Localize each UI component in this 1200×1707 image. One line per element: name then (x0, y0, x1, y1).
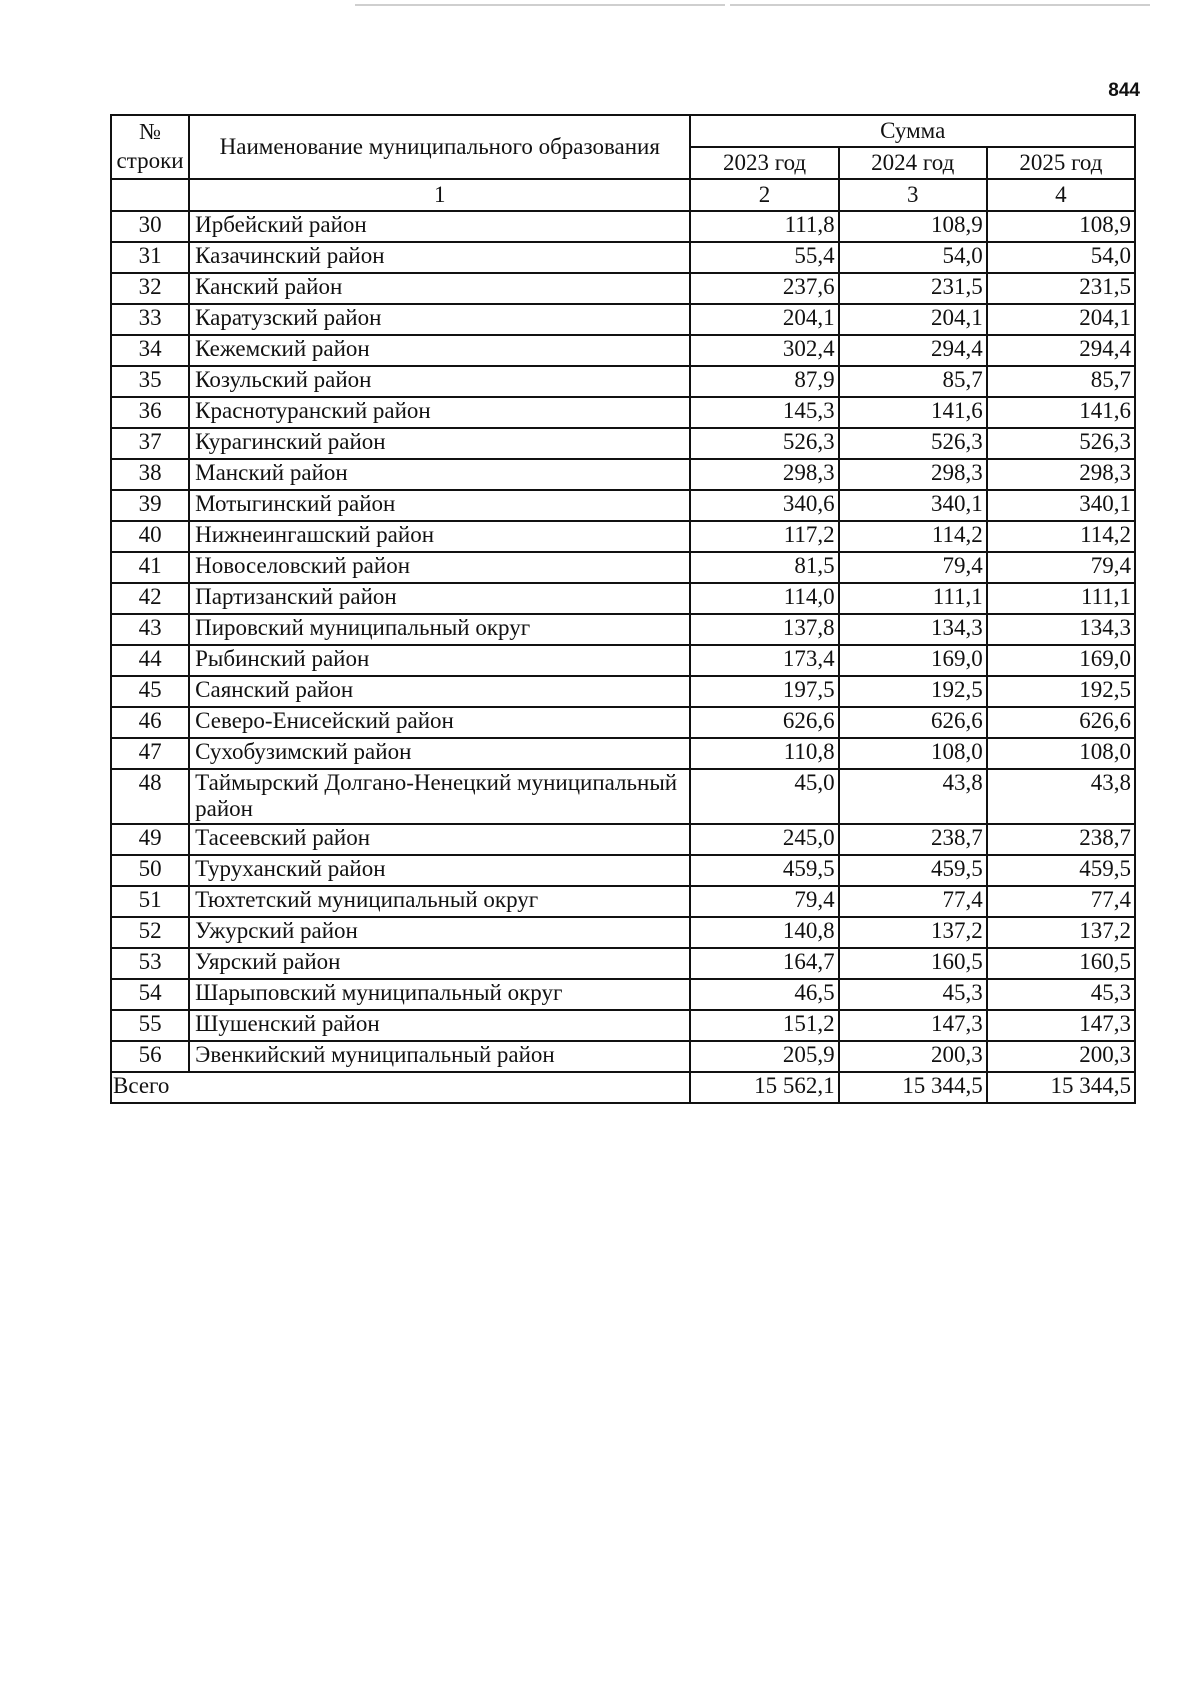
row-number: 47 (111, 738, 189, 769)
amount-2023: 197,5 (690, 676, 838, 707)
amount-2025: 160,5 (987, 948, 1135, 979)
row-number: 34 (111, 335, 189, 366)
row-number: 49 (111, 824, 189, 855)
row-number: 38 (111, 459, 189, 490)
header-row-number: № строки (111, 115, 189, 179)
municipality-name: Тасеевский район (189, 824, 690, 855)
amount-2025: 340,1 (987, 490, 1135, 521)
table-row (111, 583, 1135, 614)
municipality-name: Саянский район (189, 676, 690, 707)
municipality-name: Новоселовский район (189, 552, 690, 583)
amount-2025: 526,3 (987, 428, 1135, 459)
row-number: 44 (111, 645, 189, 676)
amount-2025: 169,0 (987, 645, 1135, 676)
amount-2025: 626,6 (987, 707, 1135, 738)
amount-2023: 140,8 (690, 917, 838, 948)
amount-2024: 141,6 (839, 397, 987, 428)
amount-2024: 77,4 (839, 886, 987, 917)
total-row (111, 1072, 1135, 1103)
amount-2025: 298,3 (987, 459, 1135, 490)
amount-2024: 231,5 (839, 273, 987, 304)
row-number: 42 (111, 583, 189, 614)
municipality-name: Казачинский район (189, 242, 690, 273)
municipality-name: Тюхтетский муниципальный округ (189, 886, 690, 917)
amount-2025: 85,7 (987, 366, 1135, 397)
row-number: 56 (111, 1041, 189, 1072)
budget-table (110, 114, 1136, 1104)
table-row (111, 459, 1135, 490)
total-2025: 15 344,5 (987, 1072, 1135, 1103)
amount-2023: 145,3 (690, 397, 838, 428)
amount-2024: 192,5 (839, 676, 987, 707)
municipality-name: Эвенкийский муниципальный район (189, 1041, 690, 1072)
table-row (111, 304, 1135, 335)
header-municipality-name: Наименование муниципального образования (189, 115, 690, 179)
header-row (111, 115, 1135, 147)
amount-2025: 77,4 (987, 886, 1135, 917)
municipality-name: Северо-Енисейский район (189, 707, 690, 738)
amount-2024: 43,8 (839, 769, 987, 824)
top-scan-rule (355, 4, 725, 6)
row-number: 33 (111, 304, 189, 335)
table-row (111, 886, 1135, 917)
amount-2023: 340,6 (690, 490, 838, 521)
amount-2025: 79,4 (987, 552, 1135, 583)
column-number-4: 4 (987, 179, 1135, 211)
amount-2023: 79,4 (690, 886, 838, 917)
column-number-1: 1 (189, 179, 690, 211)
amount-2025: 238,7 (987, 824, 1135, 855)
row-number: 51 (111, 886, 189, 917)
amount-2024: 85,7 (839, 366, 987, 397)
table-row (111, 707, 1135, 738)
row-number: 50 (111, 855, 189, 886)
amount-2025: 111,1 (987, 583, 1135, 614)
amount-2024: 626,6 (839, 707, 987, 738)
row-number: 37 (111, 428, 189, 459)
amount-2023: 114,0 (690, 583, 838, 614)
amount-2025: 54,0 (987, 242, 1135, 273)
table-row (111, 1041, 1135, 1072)
municipality-name: Кежемский район (189, 335, 690, 366)
page-number: 844 (1108, 80, 1140, 101)
table-row (111, 521, 1135, 552)
table-row (111, 397, 1135, 428)
amount-2024: 238,7 (839, 824, 987, 855)
column-number-empty (111, 179, 189, 211)
amount-2025: 192,5 (987, 676, 1135, 707)
amount-2023: 46,5 (690, 979, 838, 1010)
column-number-2: 2 (690, 179, 838, 211)
amount-2024: 79,4 (839, 552, 987, 583)
table-row (111, 645, 1135, 676)
municipality-name: Шушенский район (189, 1010, 690, 1041)
amount-2023: 81,5 (690, 552, 838, 583)
row-number: 52 (111, 917, 189, 948)
amount-2023: 55,4 (690, 242, 838, 273)
table-row (111, 273, 1135, 304)
municipality-name: Туруханский район (189, 855, 690, 886)
amount-2023: 151,2 (690, 1010, 838, 1041)
amount-2023: 45,0 (690, 769, 838, 824)
table-row (111, 211, 1135, 242)
column-number-3: 3 (839, 179, 987, 211)
amount-2023: 137,8 (690, 614, 838, 645)
table-row (111, 428, 1135, 459)
municipality-name: Сухобузимский район (189, 738, 690, 769)
amount-2025: 114,2 (987, 521, 1135, 552)
table-row (111, 1010, 1135, 1041)
amount-2025: 147,3 (987, 1010, 1135, 1041)
amount-2025: 137,2 (987, 917, 1135, 948)
amount-2024: 526,3 (839, 428, 987, 459)
amount-2024: 45,3 (839, 979, 987, 1010)
amount-2023: 87,9 (690, 366, 838, 397)
municipality-name: Краснотуранский район (189, 397, 690, 428)
amount-2024: 108,0 (839, 738, 987, 769)
amount-2025: 141,6 (987, 397, 1135, 428)
amount-2025: 294,4 (987, 335, 1135, 366)
total-2024: 15 344,5 (839, 1072, 987, 1103)
municipality-name: Уярский район (189, 948, 690, 979)
municipality-name: Канский район (189, 273, 690, 304)
municipality-name: Козульский район (189, 366, 690, 397)
municipality-name: Ирбейский район (189, 211, 690, 242)
amount-2023: 111,8 (690, 211, 838, 242)
amount-2024: 200,3 (839, 1041, 987, 1072)
amount-2024: 298,3 (839, 459, 987, 490)
row-number: 54 (111, 979, 189, 1010)
amount-2024: 54,0 (839, 242, 987, 273)
municipality-name: Ужурский район (189, 917, 690, 948)
amount-2024: 108,9 (839, 211, 987, 242)
total-label: Всего (111, 1072, 690, 1103)
amount-2023: 204,1 (690, 304, 838, 335)
row-number: 55 (111, 1010, 189, 1041)
amount-2023: 110,8 (690, 738, 838, 769)
row-number: 35 (111, 366, 189, 397)
table-row (111, 948, 1135, 979)
amount-2024: 169,0 (839, 645, 987, 676)
row-number: 41 (111, 552, 189, 583)
header-year-2023: 2023 год (690, 147, 838, 179)
amount-2023: 245,0 (690, 824, 838, 855)
amount-2024: 459,5 (839, 855, 987, 886)
amount-2024: 114,2 (839, 521, 987, 552)
municipality-name: Курагинский район (189, 428, 690, 459)
amount-2024: 137,2 (839, 917, 987, 948)
municipality-name: Мотыгинский район (189, 490, 690, 521)
amount-2023: 459,5 (690, 855, 838, 886)
header-year-2025: 2025 год (987, 147, 1135, 179)
amount-2025: 134,3 (987, 614, 1135, 645)
table-row (111, 242, 1135, 273)
amount-2024: 294,4 (839, 335, 987, 366)
amount-2025: 459,5 (987, 855, 1135, 886)
row-number: 36 (111, 397, 189, 428)
amount-2024: 340,1 (839, 490, 987, 521)
amount-2025: 108,0 (987, 738, 1135, 769)
top-scan-rule (730, 4, 1150, 6)
table-row (111, 979, 1135, 1010)
table-row (111, 738, 1135, 769)
amount-2023: 205,9 (690, 1041, 838, 1072)
table-row (111, 769, 1135, 824)
row-number: 30 (111, 211, 189, 242)
amount-2023: 302,4 (690, 335, 838, 366)
row-number: 39 (111, 490, 189, 521)
total-2023: 15 562,1 (690, 1072, 838, 1103)
row-number: 46 (111, 707, 189, 738)
municipality-name: Каратузский район (189, 304, 690, 335)
table-row (111, 824, 1135, 855)
municipality-name: Рыбинский район (189, 645, 690, 676)
amount-2023: 173,4 (690, 645, 838, 676)
amount-2023: 626,6 (690, 707, 838, 738)
row-number: 53 (111, 948, 189, 979)
amount-2024: 147,3 (839, 1010, 987, 1041)
table-row (111, 676, 1135, 707)
table-row (111, 335, 1135, 366)
table-row (111, 490, 1135, 521)
amount-2023: 237,6 (690, 273, 838, 304)
amount-2024: 204,1 (839, 304, 987, 335)
municipality-name: Нижнеингашский район (189, 521, 690, 552)
amount-2025: 108,9 (987, 211, 1135, 242)
row-number: 32 (111, 273, 189, 304)
municipality-name: Шарыповский муниципальный округ (189, 979, 690, 1010)
amount-2023: 164,7 (690, 948, 838, 979)
header-year-2024: 2024 год (839, 147, 987, 179)
amount-2023: 298,3 (690, 459, 838, 490)
amount-2025: 231,5 (987, 273, 1135, 304)
amount-2023: 526,3 (690, 428, 838, 459)
header-sum: Сумма (690, 115, 1135, 147)
amount-2025: 45,3 (987, 979, 1135, 1010)
amount-2024: 134,3 (839, 614, 987, 645)
amount-2024: 160,5 (839, 948, 987, 979)
municipality-name: Партизанский район (189, 583, 690, 614)
row-number: 45 (111, 676, 189, 707)
amount-2025: 200,3 (987, 1041, 1135, 1072)
table-row (111, 855, 1135, 886)
table-row (111, 552, 1135, 583)
municipality-name: Таймырский Долгано-Ненецкий муниципальный район (189, 769, 690, 824)
row-number: 43 (111, 614, 189, 645)
row-number: 40 (111, 521, 189, 552)
municipality-name: Пировский муниципальный округ (189, 614, 690, 645)
amount-2024: 111,1 (839, 583, 987, 614)
row-number: 31 (111, 242, 189, 273)
amount-2023: 117,2 (690, 521, 838, 552)
amount-2025: 43,8 (987, 769, 1135, 824)
row-number: 48 (111, 769, 189, 824)
column-numbers-row (111, 179, 1135, 211)
table-row (111, 614, 1135, 645)
table-row (111, 366, 1135, 397)
municipality-name: Манский район (189, 459, 690, 490)
amount-2025: 204,1 (987, 304, 1135, 335)
table-row (111, 917, 1135, 948)
